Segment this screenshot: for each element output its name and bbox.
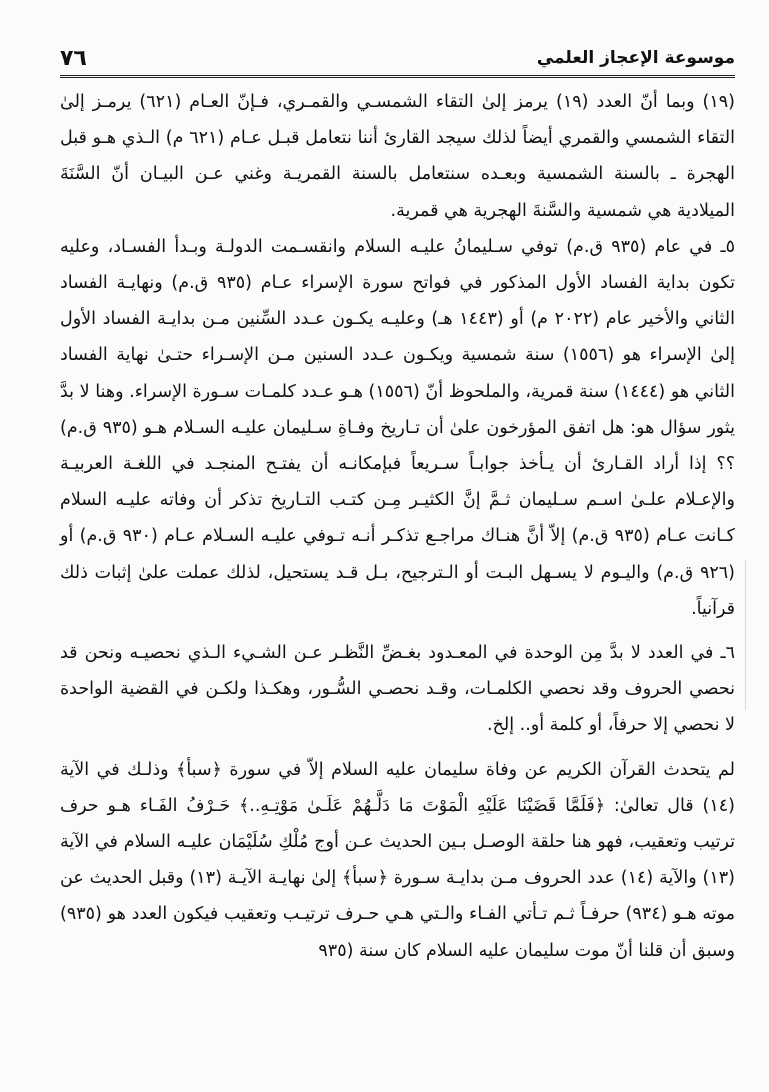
margin-line xyxy=(745,560,746,710)
header-divider xyxy=(60,75,735,78)
paragraph-4: لم يتحدث القرآن الكريم عن وفاة سليمان عليه السلام إلاّ في سورة ﴿سبأ﴾ وذلـك في الآية (١٤) قال تعالىٰ: ﴿فَلَمَّا قَضَيْنَا عَلَيْهِ الْمَوْتَ مَا دَلَّـهُمْ عَلَـىٰ مَوْتِـهِ..﴾ حَـرْفُ الفَـاء هـو حرف ترتيب وتعقيب، فهو هنا حلقة الوصـل بـين الحديث عـن أوج مُلْكِ سُلَيْمَان عليـه السلام في الآية (١٣) والآية (١٤) عدد الحروف مـن بدايـة سـورة ﴿سبأ﴾ إلىٰ نهايـة الآيـة (١٣) وقبل الحديث عن موته هـو (٩٣٤) حرفـاً ثـم تـأتي الفـاء والـتي هـي حـرف ترتيـب وتعقيب فيكون العدد هو (٩٣٥) وسبق أن قلنا أنّ موت سليمان عليه السلام كان سنة (٩٣٥ xyxy=(60,759,735,961)
paragraph-2: ٥ـ في عام (٩٣٥ ق.م) توفي سـليمانُ عليـه السلام وانقسـمت الدولـة وبـدأ الفسـاد، وعليه تكون بداية الفساد الأول المذكور في فواتح سورة الإسراء عـام (٩٣٥ ق.م) ونهايـة الفساد الثاني والأخير عام (٢٠٢٢ م) أو (١٤٤٣ هـ) وعليـه يكـون عـدد السِّنين مـن بدايـة الفساد الأول إلىٰ الإسراء هو (١٥٥٦) سنة شمسية ويكـون عـدد السنين مـن الإسـراء حتـىٰ نهاية الفساد الثاني هو (١٤٤٤) سنة قمرية، والملحوظ أنّ (١٥٥٦) هـو عـدد كلمـات سـورة الإسراء. وهنا لا بدَّ يثور سؤال هو: هل اتفق المؤرخون علىٰ أن تـاريخ وفـاةِ سـليمان عليـه السـلام هـو (٩٣٥ ق.م) ؟؟ إذا أراد القـارئ أن يـأخذ جوابـاً سـريعاً فبإمكانـه أن يفتـح المنجـد في اللغـة العربيـة والإعـلام علـىٰ اسـم سـليمان ثـمَّ إنَّ الكثيـر مِـن كتـب التـاريخ تذكر أن وفاته عليـه السلام كـانت عـام (٩٣٥ ق.م) إلاّ أنَّ هنـاك مراجـع تذكـر أنـه تـوفي عليـه السـلام عـام (٩٣٠ ق.م) أو (٩٢٦ ق.م) واليـوم لا يسـهل البـت أو الـترجيح، بـل قـد يستحيل، لذلك عملت علىٰ إثبات ذلك قرآنياً. xyxy=(60,236,736,619)
page-header xyxy=(60,44,735,72)
paragraph-3: ٦ـ في العدد لا بدَّ مِن الوحدة في المعـدود بغـضِّ النَّظـر عـن الشـيء الـذي نحصيـه ونحن قد نحصي الحروف وقد نحصي الكلمـات، وقـد نحصـي السُّـور، وهكـذا ولكـن في القضية الواحدة لا نحصي إلا حرفاً، أو كلمة أو.. إلخ. xyxy=(60,643,735,736)
paragraph-1: (١٩) وبما أنّ العدد (١٩) يرمز إلىٰ التقاء الشمسـي والقمـري، فـإنّ العـام (٦٢١) يرمـز إلىٰ التقاء الشمسي والقمري أيضاً لذلك سيجد القارئ أننا نتعامل قبـل عـام (٦٢١ م) الـذي هـو قبل الهجرة ـ بالسنة الشمسية وبعـده سنتعامل بالسنة القمريـة وغني عـن البيـان أنّ السَّنَةَ الميلادية هي شمسية والسَّنةَ الهجرية هي قمرية. xyxy=(60,92,735,221)
page-body xyxy=(60,84,735,969)
page-number: ٧٦ xyxy=(60,45,87,71)
book-title: موسوعة الإعجاز العلمي xyxy=(536,48,735,68)
